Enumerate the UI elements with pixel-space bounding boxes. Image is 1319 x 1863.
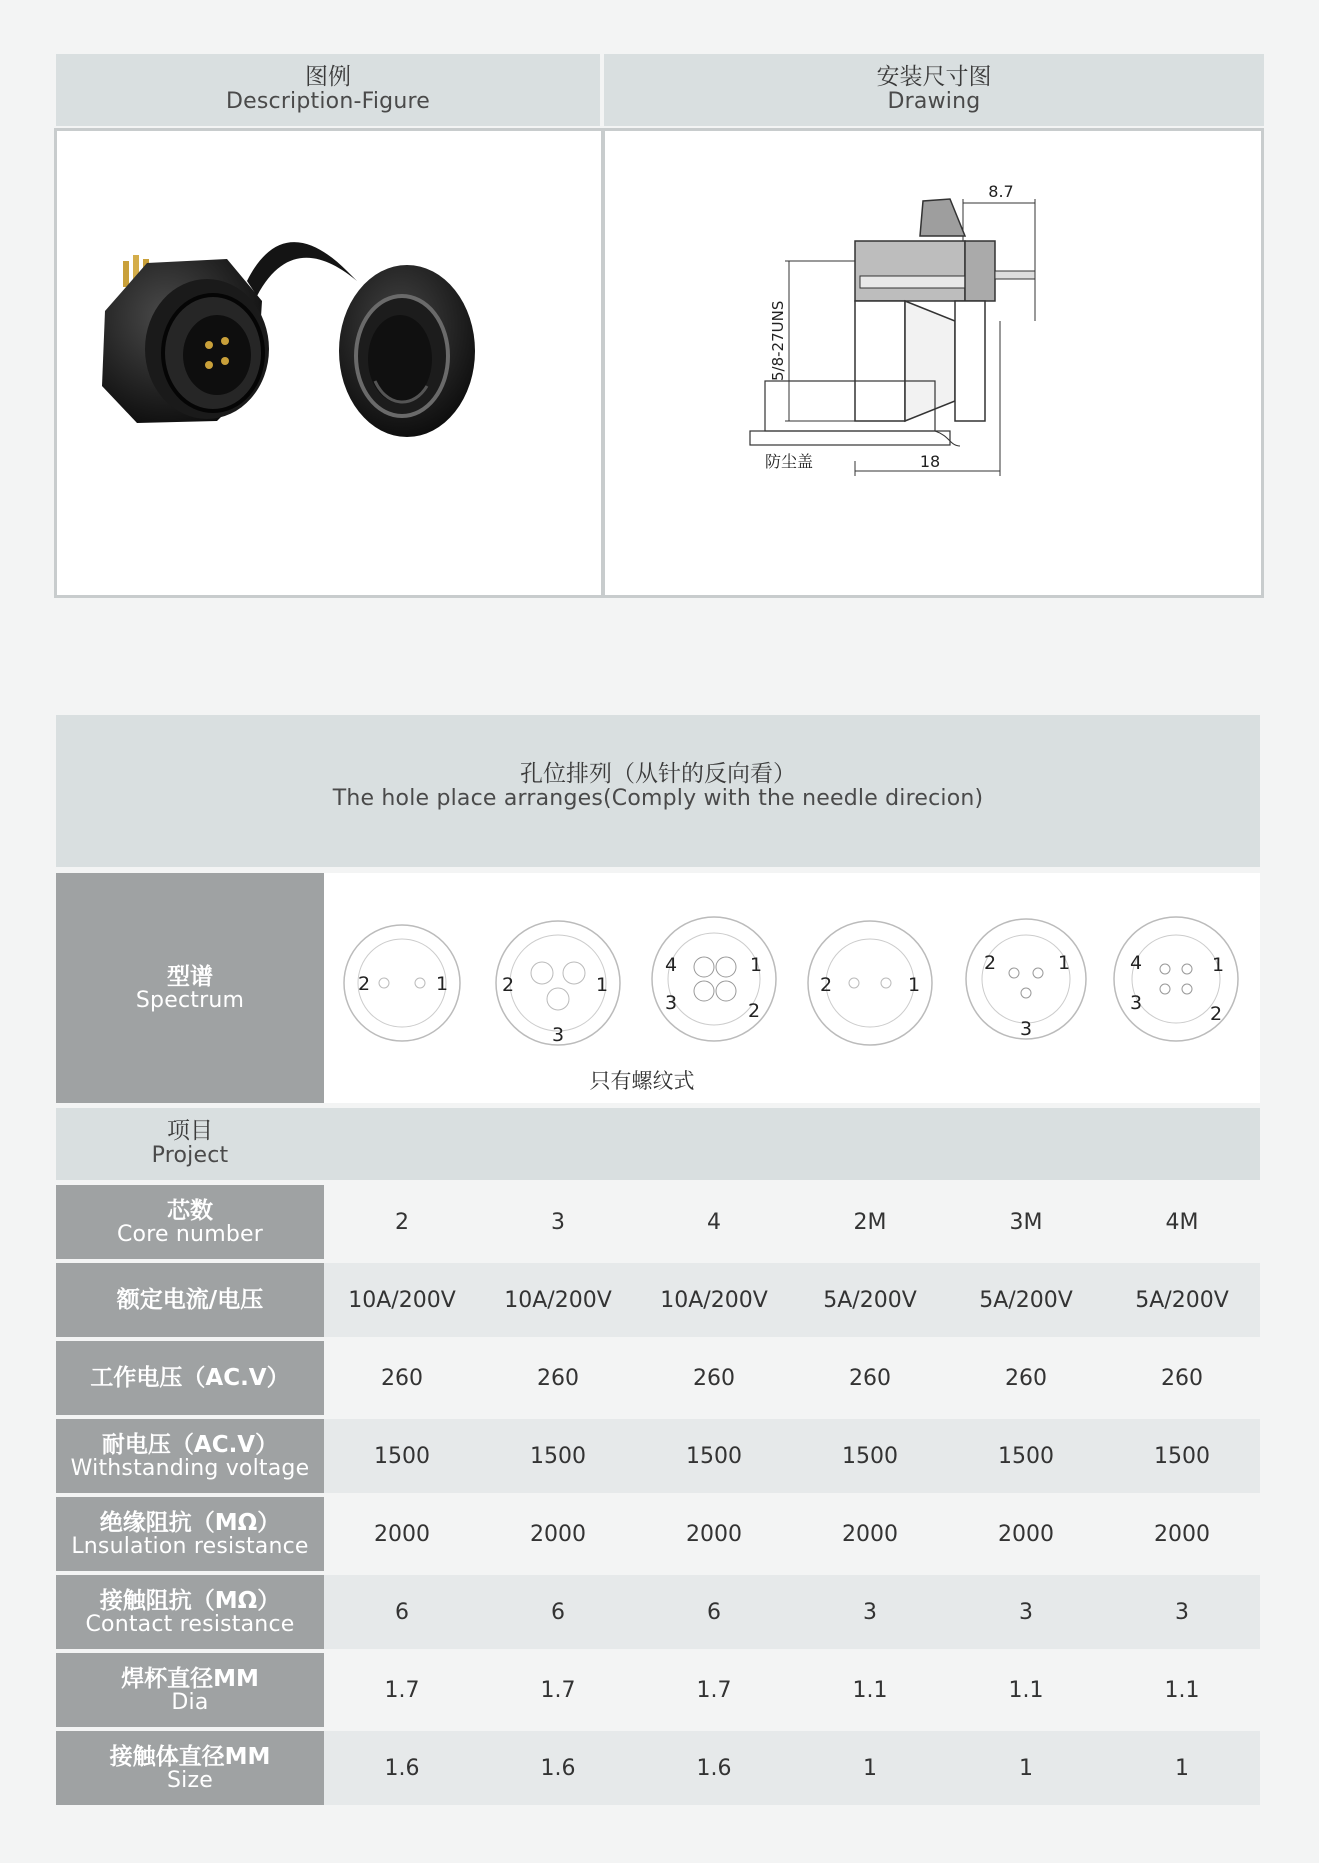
- value-cell: 2000: [1154, 1521, 1210, 1547]
- pin-diagram-2: [344, 925, 460, 1041]
- value-cell: 1: [1019, 1755, 1033, 1781]
- value-cell: 2000: [686, 1521, 742, 1547]
- value-cell: 2M: [853, 1209, 887, 1235]
- pin-label: 3: [1020, 1018, 1033, 1040]
- row-label: [56, 1653, 324, 1727]
- pin-diagram-4: [652, 917, 776, 1041]
- value-cell: 3: [1175, 1599, 1189, 1625]
- value-cell: 1.6: [540, 1755, 576, 1781]
- spectrum-label-zh: 型谱: [167, 963, 213, 990]
- spec-row-contact-diameter: [56, 1731, 1260, 1805]
- hole-header-en: The hole place arranges(Comply with the needle direcion): [332, 786, 984, 811]
- spec-row-insulation-resistance: [56, 1497, 1260, 1571]
- row-label-zh: 工作电压（AC.V）: [90, 1364, 290, 1391]
- pin-label: 4: [1130, 952, 1143, 974]
- value-cell: 1500: [1154, 1443, 1210, 1469]
- pin-label: 2: [984, 952, 997, 974]
- row-label: [56, 1263, 324, 1337]
- pin-label: 1: [908, 974, 921, 996]
- dust-cap-label: 防尘盖: [765, 452, 814, 471]
- value-cell: 6: [395, 1599, 409, 1625]
- hole-arrangement-header: [56, 715, 1260, 867]
- row-label-zh: 接触阻抗（MΩ）: [99, 1587, 281, 1614]
- row-label-zh: 绝缘阻抗（MΩ）: [99, 1509, 281, 1536]
- pin-label: 1: [1058, 952, 1071, 974]
- dim-left-label: 5/8-27UNS: [769, 300, 787, 381]
- project-label: [56, 1108, 324, 1180]
- row-label-zh: 焊杯直径MM: [121, 1665, 259, 1692]
- hole-header-zh: 孔位排列（从针的反向看）: [520, 761, 796, 787]
- row-label: [56, 1497, 324, 1571]
- row-label-en: Dia: [171, 1689, 209, 1715]
- value-cell: 1: [863, 1755, 877, 1781]
- technical-drawing: [605, 131, 1261, 595]
- project-label-zh: 项目: [167, 1118, 213, 1144]
- value-cell: 5A/200V: [979, 1287, 1073, 1313]
- pin-label: 3: [552, 1024, 565, 1046]
- spec-row-rated-current-voltage: [56, 1263, 1260, 1337]
- value-cell: 3M: [1009, 1209, 1043, 1235]
- spectrum-row: [56, 873, 1260, 1103]
- value-cell: 2000: [374, 1521, 430, 1547]
- row-label-zh: 额定电流/电压: [116, 1286, 264, 1313]
- value-cell: 260: [849, 1365, 891, 1391]
- spectrum-diagrams: [324, 873, 1260, 1103]
- value-cell: 4M: [1165, 1209, 1199, 1235]
- pin-label: 1: [750, 954, 763, 976]
- pin-label: 2: [358, 973, 371, 995]
- spec-row-core-number: [56, 1185, 1260, 1259]
- value-cell: 1500: [842, 1443, 898, 1469]
- spec-row-solder-cup-diameter: [56, 1653, 1260, 1727]
- row-label-en: Lnsulation resistance: [71, 1533, 309, 1559]
- row-label-zh: 芯数: [167, 1197, 213, 1224]
- value-cell: 260: [537, 1365, 579, 1391]
- value-cell: 1500: [686, 1443, 742, 1469]
- pin-diagram-3: [496, 921, 620, 1046]
- spectrum-label-en: Spectrum: [135, 987, 245, 1013]
- value-cell: 6: [551, 1599, 565, 1625]
- thread-only-note: 只有螺纹式: [589, 1069, 695, 1093]
- row-label-en: Withstanding voltage: [70, 1455, 310, 1481]
- value-cell: 1500: [998, 1443, 1054, 1469]
- value-cell: 10A/200V: [660, 1287, 768, 1313]
- connector-product-image: [57, 131, 601, 595]
- value-cell: 260: [693, 1365, 735, 1391]
- row-label-en: Contact resistance: [85, 1611, 295, 1637]
- spec-row-contact-resistance: [56, 1575, 1260, 1649]
- value-cell: 3: [551, 1209, 565, 1235]
- pin-label: 3: [665, 992, 678, 1014]
- pin-label: 2: [1210, 1003, 1223, 1025]
- value-cell: 1.7: [696, 1677, 732, 1703]
- spec-row-withstanding-voltage: [56, 1419, 1260, 1493]
- value-cell: 260: [1161, 1365, 1203, 1391]
- pin-diagram-2m: [808, 921, 932, 1045]
- value-cell: 260: [1005, 1365, 1047, 1391]
- value-cell: 1500: [530, 1443, 586, 1469]
- dim-top-label: 8.7: [988, 182, 1014, 201]
- drawing-header-zh: 安装尺寸图: [876, 64, 992, 90]
- value-cell: 1.7: [540, 1677, 576, 1703]
- pin-label: 2: [502, 974, 515, 996]
- dim-bottom-label: 18: [919, 452, 941, 471]
- value-cell: 1.1: [852, 1677, 888, 1703]
- value-cell: 1.6: [384, 1755, 420, 1781]
- pin-label: 1: [436, 973, 449, 995]
- row-label: [56, 1185, 324, 1259]
- value-cell: 5A/200V: [823, 1287, 917, 1313]
- value-cell: 3: [1019, 1599, 1033, 1625]
- value-cell: 1.1: [1164, 1677, 1200, 1703]
- drawing-header: [604, 54, 1264, 126]
- row-label-zh: 耐电压（AC.V）: [101, 1431, 279, 1458]
- pin-label: 1: [596, 974, 609, 996]
- value-cell: 6: [707, 1599, 721, 1625]
- value-cell: 1.7: [384, 1677, 420, 1703]
- figure-header: [56, 54, 600, 126]
- row-label: [56, 1575, 324, 1649]
- row-label-en: Size: [167, 1767, 213, 1793]
- pin-label: 2: [748, 1000, 761, 1022]
- value-cell: 260: [381, 1365, 423, 1391]
- value-cell: 5A/200V: [1135, 1287, 1229, 1313]
- value-cell: 2: [395, 1209, 409, 1235]
- value-cell: 1500: [374, 1443, 430, 1469]
- product-figure-panel: [54, 128, 604, 598]
- project-header-row: [56, 1108, 1260, 1180]
- pin-diagram-4m: [1114, 917, 1238, 1041]
- value-cell: 2000: [842, 1521, 898, 1547]
- spec-row-working-voltage: [56, 1341, 1260, 1415]
- row-label-en: Core number: [117, 1221, 263, 1247]
- value-cell: 10A/200V: [348, 1287, 456, 1313]
- drawing-header-en: Drawing: [887, 89, 981, 114]
- value-cell: 2000: [998, 1521, 1054, 1547]
- value-cell: 2000: [530, 1521, 586, 1547]
- pin-diagram-3m: [966, 919, 1086, 1040]
- project-label-en: Project: [151, 1143, 229, 1168]
- value-cell: 10A/200V: [504, 1287, 612, 1313]
- drawing-panel: [602, 128, 1264, 598]
- pin-label: 2: [820, 974, 833, 996]
- value-cell: 3: [863, 1599, 877, 1625]
- pin-label: 4: [665, 954, 678, 976]
- row-label: [56, 1341, 324, 1415]
- figure-header-en: Description-Figure: [225, 89, 430, 114]
- value-cell: 1.1: [1008, 1677, 1044, 1703]
- pin-label: 1: [1212, 954, 1225, 976]
- pin-label: 3: [1130, 992, 1143, 1014]
- row-label: [56, 1419, 324, 1493]
- spectrum-label: [56, 873, 324, 1103]
- value-cell: 1: [1175, 1755, 1189, 1781]
- row-label-zh: 接触体直径MM: [109, 1743, 271, 1770]
- value-cell: 1.6: [696, 1755, 732, 1781]
- figure-header-zh: 图例: [305, 64, 351, 90]
- value-cell: 4: [707, 1209, 721, 1235]
- row-label: [56, 1731, 324, 1805]
